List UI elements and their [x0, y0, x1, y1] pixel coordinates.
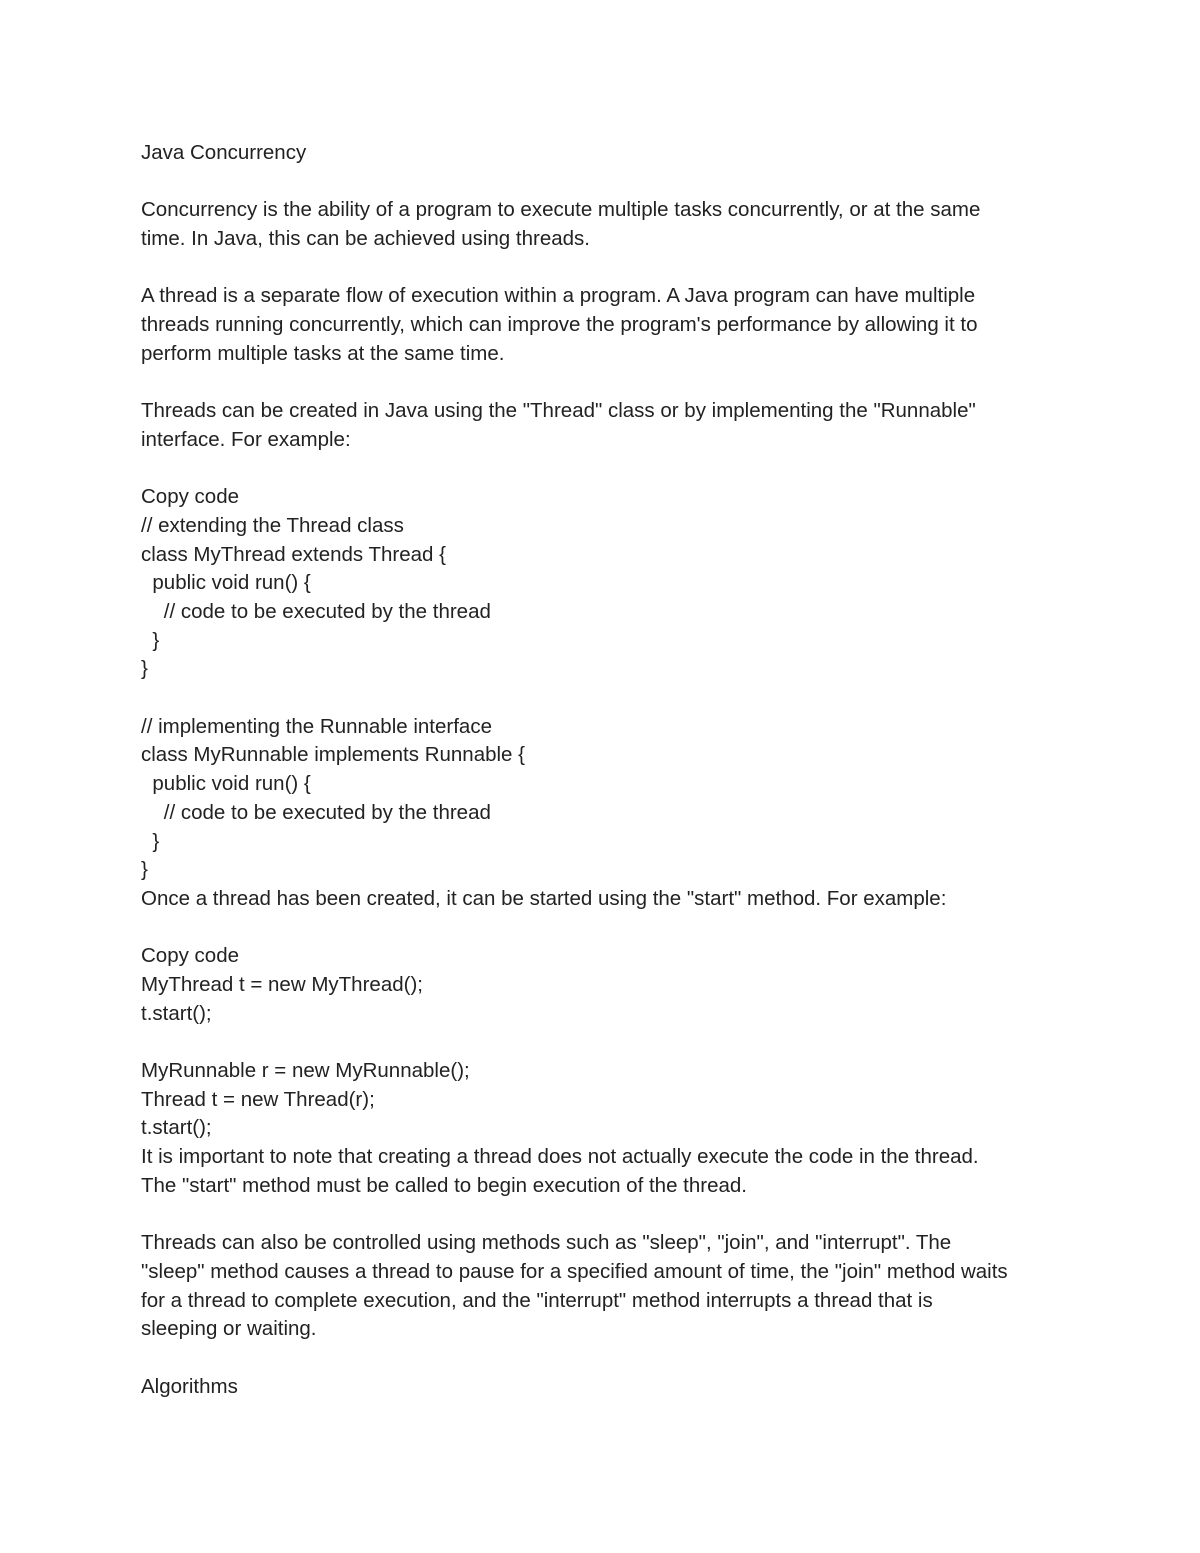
spacer: [141, 455, 1081, 484]
code-block-start: [141, 942, 1081, 1143]
section-heading-algorithms: Algorithms: [141, 1374, 238, 1398]
code-line: // implementing the Runnable interface: [141, 714, 492, 738]
code-line: // extending the Thread class: [141, 513, 404, 537]
paragraph-line: threads running concurrently, which can improve the program's performance by allowing it to: [141, 313, 978, 337]
spacer: [141, 168, 1081, 197]
spacer: [141, 1200, 1081, 1229]
paragraph-line: interface. For example:: [141, 427, 351, 451]
code-line: class MyRunnable implements Runnable {: [141, 743, 526, 767]
code-line: MyRunnable r = new MyRunnable();: [141, 1059, 470, 1082]
paragraph-line: perform multiple tasks at the same time.: [141, 341, 505, 365]
code-line: t.start();: [141, 1001, 212, 1025]
code-line: public void run() {: [141, 772, 311, 796]
paragraph-line: The "start" method must be called to begin execution of the thread.: [141, 1173, 747, 1197]
thread-control-paragraph: [141, 1229, 1081, 1344]
code-block-thread-classes: [141, 483, 1081, 885]
code-line: }: [141, 858, 148, 882]
spacer: [141, 914, 1081, 943]
code-line: }: [141, 628, 160, 652]
paragraph-line: Threads can also be controlled using methods such as "sleep", "join", and "interrupt". The: [141, 1231, 952, 1255]
code-line: t.start();: [141, 1116, 212, 1140]
copy-code-label: Copy code: [141, 485, 240, 509]
paragraph-line: sleeping or waiting.: [141, 1317, 317, 1341]
paragraph-line: Threads can be created in Java using the "Thread" class or by implementing the "Runnable": [141, 399, 976, 423]
paragraph-line: A thread is a separate flow of execution within a program. A Java program can have multiple: [141, 284, 976, 308]
start-method-paragraph: Once a thread has been created, it can be started using the "start" method. For example:: [141, 886, 947, 910]
spacer: [141, 1028, 1081, 1057]
paragraph-line: It is important to note that creating a thread does not actually execute the code in the thread.: [141, 1145, 979, 1169]
spacer: [141, 254, 1081, 283]
spacer: [141, 369, 1081, 398]
paragraph-line: "sleep" method causes a thread to pause for a specified amount of time, the "join" method waits: [141, 1259, 1008, 1283]
create-threads-paragraph: [141, 397, 1081, 454]
note-paragraph: [141, 1143, 1081, 1200]
code-line: Thread t = new Thread(r);: [141, 1087, 375, 1111]
spacer: [141, 684, 1081, 713]
paragraph-line: time. In Java, this can be achieved using threads.: [141, 227, 590, 251]
thread-definition-paragraph: [141, 282, 1081, 368]
code-line: }: [141, 829, 160, 853]
code-line: class MyThread extends Thread {: [141, 542, 446, 566]
paragraph-line: Concurrency is the ability of a program to execute multiple tasks concurrently, or at the same: [141, 198, 981, 222]
copy-code-label: Copy code: [141, 944, 240, 968]
document-title: Java Concurrency: [141, 141, 307, 164]
spacer: [141, 1344, 1081, 1373]
intro-paragraph: [141, 196, 1081, 253]
code-line: // code to be executed by the thread: [141, 600, 491, 623]
code-line: MyThread t = new MyThread();: [141, 972, 423, 996]
code-line: public void run() {: [141, 571, 311, 595]
code-line: }: [141, 657, 148, 681]
paragraph-line: for a thread to complete execution, and the "interrupt" method interrupts a thread that is: [141, 1288, 933, 1312]
document-body: [141, 139, 1081, 1401]
code-line: // code to be executed by the thread: [141, 800, 491, 824]
